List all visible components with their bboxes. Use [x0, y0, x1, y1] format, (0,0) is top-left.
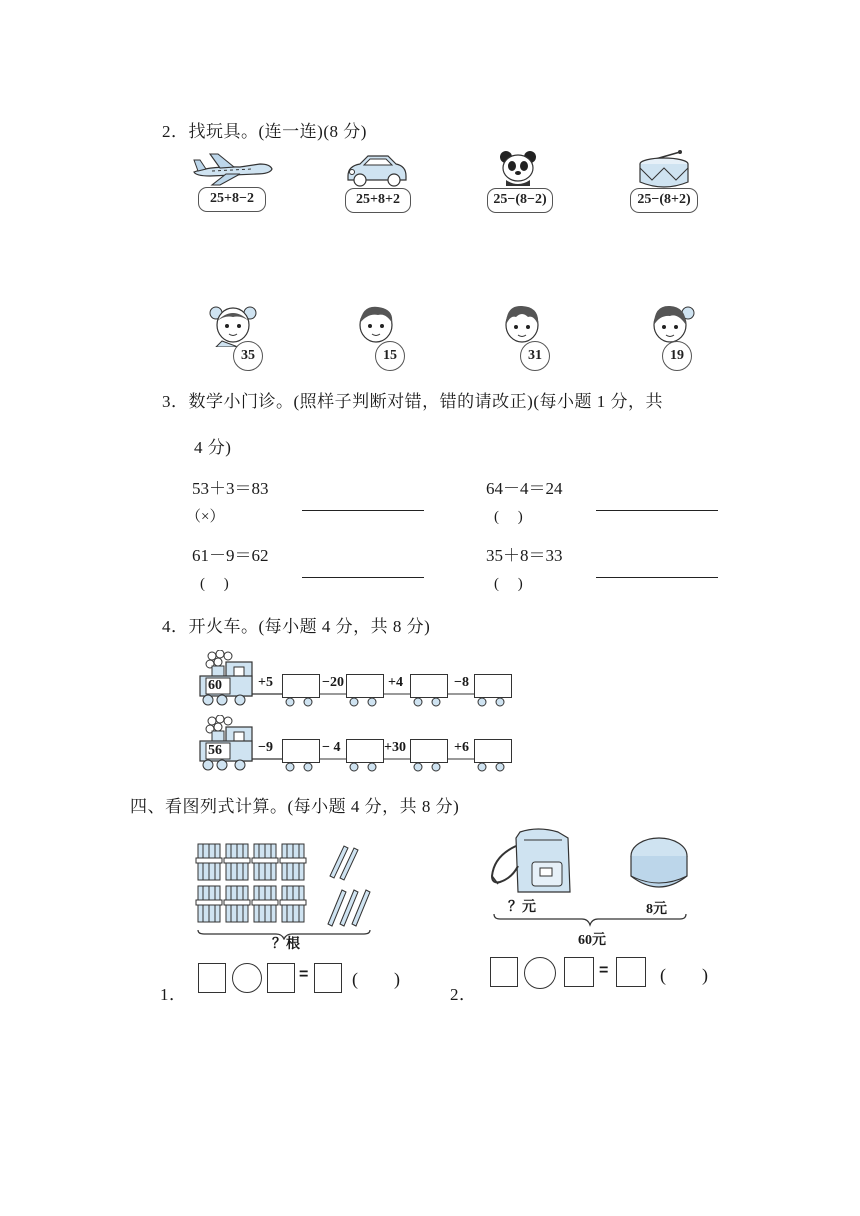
- operation-label: +5: [258, 675, 273, 690]
- operation-label: −8: [454, 675, 469, 690]
- operation-label: +4: [388, 675, 403, 690]
- airplane-icon: [190, 152, 274, 186]
- section4-title: 四、看图列式计算。(每小题 4 分，共 8 分): [130, 797, 460, 816]
- equation: 61－9＝62: [192, 546, 269, 565]
- operation-label: +30: [384, 740, 406, 755]
- total-price-label: 60元: [578, 933, 606, 948]
- answer-box[interactable]: [410, 739, 448, 763]
- judgment-mark[interactable]: ( ): [200, 576, 229, 592]
- judgment-mark[interactable]: ( ): [494, 509, 523, 525]
- drum-price-label: 8元: [646, 902, 667, 917]
- correction-line[interactable]: [302, 577, 424, 578]
- q4-title: 4．开火车。(每小题 4 分，共 8 分): [162, 617, 431, 636]
- equation: 64－4＝24: [486, 479, 563, 498]
- backpack-price-label: ？元: [508, 900, 536, 915]
- answer-box[interactable]: [410, 674, 448, 698]
- train-start-number: 60: [208, 678, 222, 693]
- girl-icon: [648, 303, 696, 347]
- q3-title-line1: 3．数学小门诊。(照样子判断对错，错的请改正)(每小题 1 分，共: [162, 392, 663, 411]
- toy-car-icon: [344, 152, 410, 188]
- problem-number: 2．: [450, 985, 477, 1004]
- operator-circle[interactable]: [524, 957, 556, 989]
- drum-icon: [636, 150, 692, 190]
- unit-paren[interactable]: ( ): [352, 969, 400, 989]
- kid-number[interactable]: 35: [233, 341, 263, 371]
- answer-box[interactable]: [267, 963, 295, 993]
- unit-paren[interactable]: ( ): [660, 965, 708, 985]
- answer-box[interactable]: [346, 739, 384, 763]
- answer-box[interactable]: [474, 739, 512, 763]
- equals-sign: =: [299, 966, 309, 983]
- judgment-mark: （×）: [186, 509, 225, 525]
- kid-number[interactable]: 19: [662, 341, 692, 371]
- correction-line[interactable]: [596, 577, 718, 578]
- operation-label: +6: [454, 740, 469, 755]
- problem-number: 1．: [160, 985, 187, 1004]
- unknown-sticks-label: ？根: [272, 937, 300, 952]
- kid-number[interactable]: 15: [375, 341, 405, 371]
- equation: 35＋8＝33: [486, 546, 563, 565]
- correction-line[interactable]: [596, 510, 718, 511]
- answer-box[interactable]: [282, 674, 320, 698]
- toy-expression[interactable]: 25−(8+2): [630, 188, 698, 213]
- equation: 53＋3＝83: [192, 479, 269, 498]
- total-brace: [492, 912, 688, 928]
- answer-box[interactable]: [198, 963, 226, 993]
- toy-expression[interactable]: 25+8−2: [198, 187, 266, 212]
- answer-box[interactable]: [616, 957, 646, 987]
- operation-label: − 4: [322, 740, 341, 755]
- train-start-number: 56: [208, 743, 222, 758]
- answer-box[interactable]: [564, 957, 594, 987]
- answer-box[interactable]: [474, 674, 512, 698]
- judgment-mark[interactable]: ( ): [494, 576, 523, 592]
- train-2: [196, 715, 516, 773]
- stick-bundles-icon: [194, 840, 374, 940]
- answer-box[interactable]: [282, 739, 320, 763]
- q3-title-line2: 4 分): [194, 438, 232, 457]
- kid-number[interactable]: 31: [520, 341, 550, 371]
- answer-box[interactable]: [314, 963, 342, 993]
- train-1: [196, 650, 516, 708]
- toy-expression[interactable]: 25−(8−2): [487, 188, 553, 213]
- panda-icon: [498, 150, 538, 188]
- q2-title: 2．找玩具。(连一连)(8 分): [162, 122, 367, 141]
- operation-label: −20: [322, 675, 344, 690]
- operation-label: −9: [258, 740, 273, 755]
- answer-box[interactable]: [346, 674, 384, 698]
- operator-circle[interactable]: [232, 963, 262, 993]
- drum-icon: [628, 836, 690, 894]
- answer-box[interactable]: [490, 957, 518, 987]
- correction-line[interactable]: [302, 510, 424, 511]
- equals-sign: =: [599, 962, 609, 979]
- backpack-icon: [488, 826, 582, 898]
- toy-expression[interactable]: 25+8+2: [345, 188, 411, 213]
